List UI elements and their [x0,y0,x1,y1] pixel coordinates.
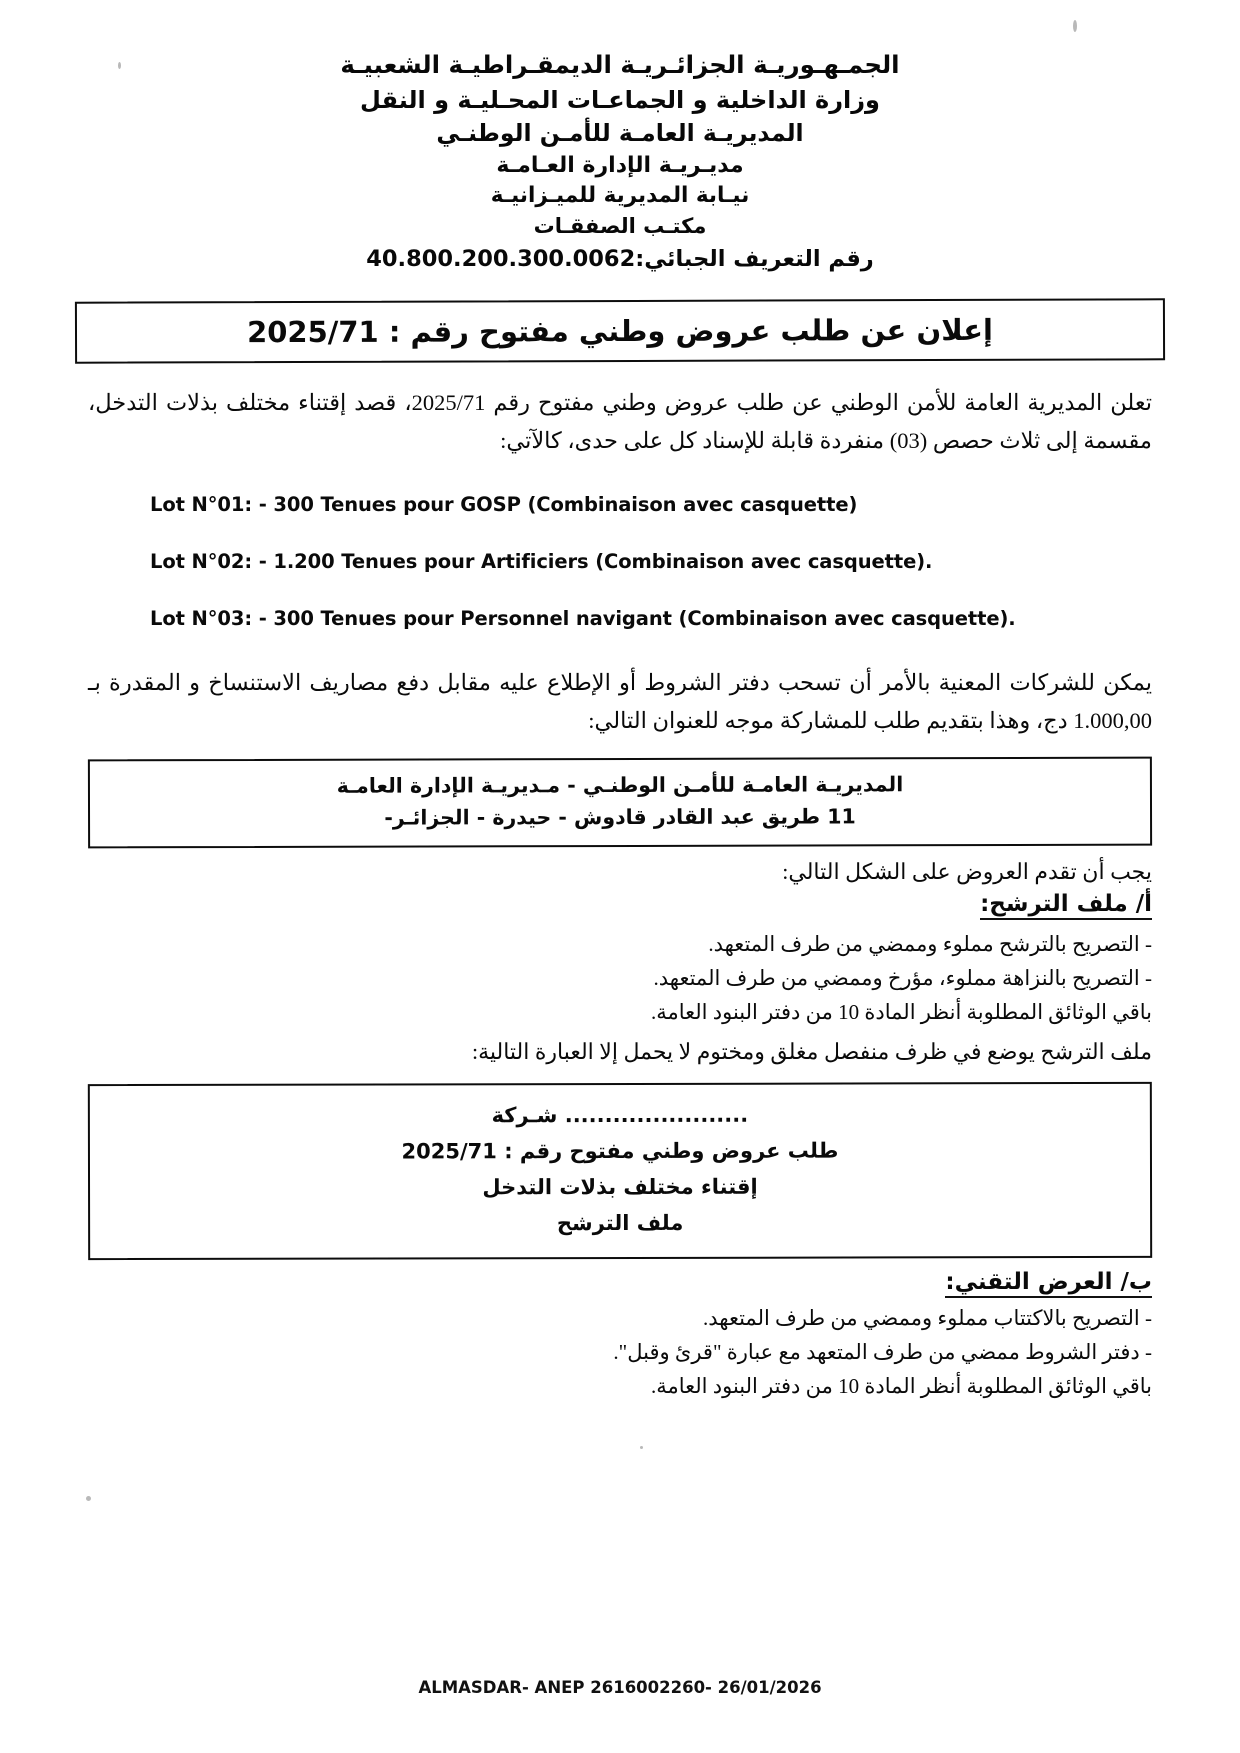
envelope-file-type: ملف الترشح [556,1211,684,1236]
intro-paragraph: تعلن المديرية العامة للأمن الوطني عن طلب عروض وطني مفتوح رقم 2025/71، قصد إقتناء مختلف بذلات التدخل، مقسمة إلى ثلاث حصص (03) منفردة قابلة للإسناد كل على حدى، كالآتي: [88,389,1152,453]
candidature-file-heading [88,891,1152,917]
scan-speckle [86,1496,91,1501]
technical-requirements-list [88,1301,1152,1403]
candidature-requirement-2: - التصريح بالنزاهة مملوء، مؤرخ وممضي من طرف المتعهد. [653,965,1152,990]
candidature-requirements-list [88,927,1152,1029]
header-line-directorate: المديريـة العامـة للأمـن الوطنـي [436,118,804,147]
lot-item-3: Lot N°03: - 300 Tenues pour Personnel navigant (Combinaison avec casquette). [150,607,1016,631]
submission-instruction: يجب أن تقدم العروض على الشكل التالي: [782,858,1152,884]
address-line-organisation: المديريـة العامـة للأمـن الوطنـي - مـديريـة الإدارة العامـة [336,772,904,798]
envelope-company-label: شـركة [491,1103,558,1128]
envelope-label-box [88,1082,1152,1261]
lot-item-2: Lot N°02: - 1.200 Tenues pour Artificiers (Combinaison avec casquette). [150,550,933,574]
technical-offer-heading [88,1269,1152,1295]
technical-offer-heading-text: ب/ العرض التقني: [945,1269,1152,1298]
envelope-note: ملف الترشح يوضع في ظرف منفصل مغلق ومختوم لا يحمل إلا العبارة التالية: [471,1038,1152,1064]
scan-speckle [640,1446,643,1449]
envelope-tender-object: إقتناء مختلف بذلات التدخل [482,1174,758,1200]
header-line-ministry: وزارة الداخلية و الجماعـات المحـليـة و النقل [360,85,880,114]
envelope-tender-number: طلب عروض وطني مفتوح رقم : 2025/71 [401,1138,839,1164]
address-box [88,757,1152,849]
document-footer: ALMASDAR- ANEP 2616002260- 26/01/2026 [418,1678,822,1697]
header-line-budget: نيـابة المديرية للميـزانيـة [490,183,750,209]
header-line-republic: الجمـهـوريـة الجزائـريـة الديمقـراطيـة الشعبيـة [340,50,900,79]
address-line-street: 11 طريق عبد القادر قادوش - حيدرة - الجزائـر- [384,804,856,830]
envelope-dots: ....................... [564,1102,749,1128]
technical-requirement-2: - دفتر الشروط ممضي من طرف المتعهد مع عبارة "قرئ وقبل". [613,1340,1152,1365]
envelope-company-line [90,1096,1150,1134]
announcement-title-box [75,298,1165,363]
lot-item-1: Lot N°01: - 300 Tenues pour GOSP (Combinaison avec casquette) [150,493,858,517]
header-line-administration: مديـريـة الإدارة العـامـة [496,153,744,179]
fee-paragraph: يمكن للشركات المعنية بالأمر أن تسحب دفتر الشروط أو الإطلاع عليه مقابل دفع مصاريف الاستنساخ و المقدرة بـ 1.000,00 دج، وهذا بتقديم طلب للمشاركة موجه للعنوان التالي: [88,670,1152,734]
document-header [0,0,1240,276]
technical-requirement-3: باقي الوثائق المطلوبة أنظر المادة 10 من دفتر البنود العامة. [650,1374,1152,1399]
candidature-requirement-3: باقي الوثائق المطلوبة أنظر المادة 10 من دفتر البنود العامة. [650,999,1152,1024]
tax-identification-number: رقم التعريف الجبائي:40.800.200.300.0062 [366,245,874,272]
lots-list [0,493,1240,630]
candidature-file-heading-text: أ/ ملف الترشح: [980,891,1152,920]
scan-speckle [118,62,121,69]
technical-requirement-1: - التصريح بالاكتتاب مملوء وممضي من طرف المتعهد. [703,1306,1152,1331]
announcement-title: إعلان عن طلب عروض وطني مفتوح رقم : 2025/71 [246,312,994,349]
header-line-contracts-office: مكتـب الصفقـات [533,213,707,238]
scan-speckle [1073,20,1077,32]
candidature-requirement-1: - التصريح بالترشح مملوء وممضي من طرف المتعهد. [708,931,1152,956]
